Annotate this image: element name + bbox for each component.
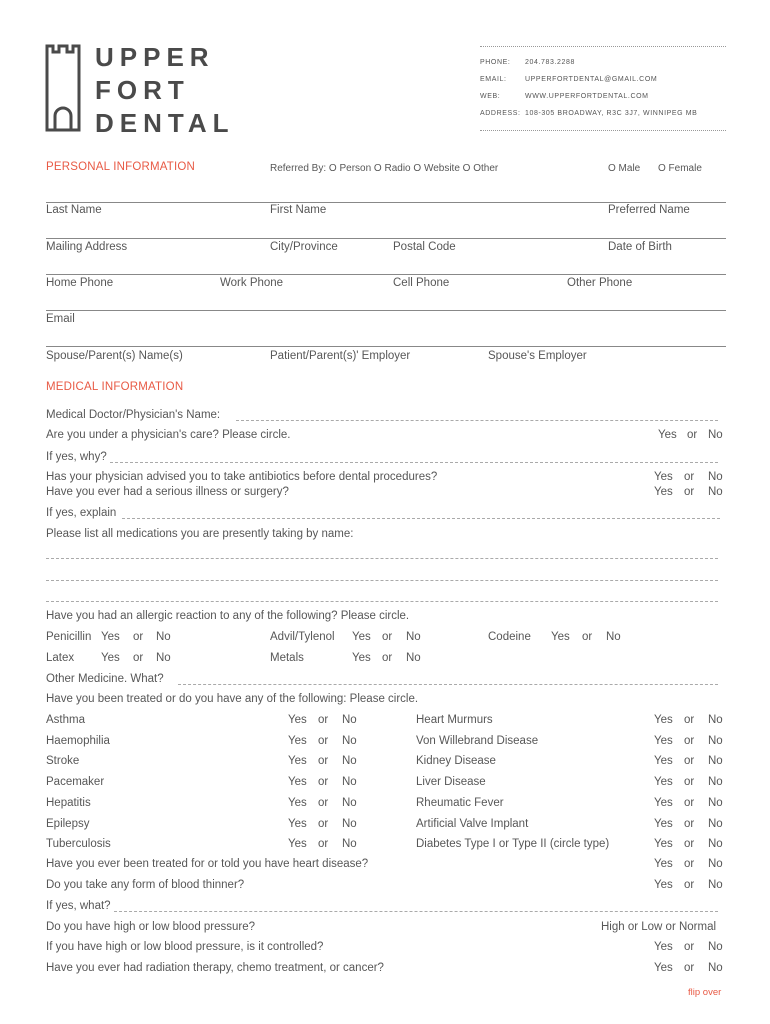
codeine-label: Codeine [488,631,531,643]
condition-yes[interactable]: Yes [288,735,307,747]
contact-label: PHONE: [480,59,511,66]
field-line[interactable] [46,238,726,239]
contact-phone: 204.783.2288 [525,59,576,66]
city-label: City/Province [270,241,338,253]
bp-controlled-yes[interactable]: Yes [654,941,673,953]
condition-yes[interactable]: Yes [654,755,673,767]
condition-yes[interactable]: Yes [654,735,673,747]
female-option[interactable]: O Female [658,163,702,174]
or-text: or [318,776,329,788]
ifyes-what-label: If yes, what? [46,900,111,912]
condition-label: Heart Murmurs [416,714,493,726]
logo-dental: DENTAL [95,108,235,138]
logo-upper: UPPER [95,42,215,72]
condition-label: Stroke [46,755,80,767]
or-text: or [318,838,329,850]
postal-code-label: Postal Code [393,241,456,253]
ifyes-explain-label: If yes, explain [46,507,117,519]
heart-yes[interactable]: Yes [654,858,673,870]
bp-controlled-no[interactable]: No [708,941,723,953]
contact-email: UPPERFORTDENTAL@GMAIL.COM [525,76,658,83]
condition-label: Asthma [46,714,85,726]
codeine-no[interactable]: No [606,631,621,643]
doctor-label: Medical Doctor/Physician's Name: [46,409,221,421]
personal-heading: PERSONAL INFORMATION [46,161,196,173]
condition-label: Tuberculosis [46,838,111,850]
ifyes-why-line[interactable] [110,462,718,463]
spouse-name-label: Spouse/Parent(s) Name(s) [46,350,183,362]
care-no[interactable]: No [708,429,723,441]
thinner-no[interactable]: No [708,879,723,891]
antibiotics-no[interactable]: No [708,471,723,483]
condition-yes[interactable]: Yes [654,797,673,809]
advil-yes[interactable]: Yes [352,631,371,643]
email-label: Email [46,313,75,325]
bp-options[interactable]: High or Low or Normal [601,921,717,933]
condition-label: Diabetes Type I or Type II (circle type) [416,838,610,850]
or-text: or [582,631,593,643]
or-text: or [318,818,329,830]
radiation-yes[interactable]: Yes [654,962,673,974]
medications-line[interactable] [46,558,718,559]
or-text: or [382,652,393,664]
ifyes-why-label: If yes, why? [46,451,107,463]
first-name-label: First Name [270,204,327,216]
dob-label: Date of Birth [608,241,672,253]
condition-no[interactable]: No [708,838,723,850]
metals-no[interactable]: No [406,652,421,664]
condition-no[interactable]: No [342,714,357,726]
illness-no[interactable]: No [708,486,723,498]
logo-fort: FORT [95,75,190,105]
condition-yes[interactable]: Yes [288,838,307,850]
codeine-yes[interactable]: Yes [551,631,570,643]
mailing-address-label: Mailing Address [46,241,128,253]
condition-no[interactable]: No [708,776,723,788]
contact-label: ADDRESS: [480,110,521,117]
condition-label: Artificial Valve Implant [416,818,529,830]
patient-employer-label: Patient/Parent(s)' Employer [270,350,411,362]
or-text: or [133,631,144,643]
condition-no[interactable]: No [708,755,723,767]
condition-yes[interactable]: Yes [288,755,307,767]
condition-label: Hepatitis [46,797,91,809]
contact-address: 108-305 BROADWAY, R3C 3J7, WINNIPEG MB [525,110,698,117]
condition-no[interactable]: No [342,838,357,850]
condition-yes[interactable]: Yes [654,714,673,726]
antibiotics-yes[interactable]: Yes [654,471,673,483]
advil-label: Advil/Tylenol [270,631,335,643]
field-line[interactable] [46,346,726,347]
treated-question: Have you been treated or do you have any of the following: Please circle. [46,693,419,705]
other-medicine-line[interactable] [178,684,718,685]
or-text: or [318,755,329,767]
field-line[interactable] [46,274,726,275]
thinner-question: Do you take any form of blood thinner? [46,879,245,891]
medications-line[interactable] [46,580,718,581]
penicillin-no[interactable]: No [156,631,171,643]
condition-label: Von Willebrand Disease [416,735,539,747]
or-text: or [684,776,695,788]
or-text: or [382,631,393,643]
or-text: or [684,962,695,974]
illness-question: Have you ever had a serious illness or surgery? [46,486,289,498]
heart-no[interactable]: No [708,858,723,870]
condition-yes[interactable]: Yes [288,818,307,830]
condition-no[interactable]: No [708,797,723,809]
preferred-name-label: Preferred Name [608,204,690,216]
contact-web: WWW.UPPERFORTDENTAL.COM [525,93,649,100]
condition-yes[interactable]: Yes [288,714,307,726]
or-text: or [684,486,695,498]
care-question: Are you under a physician's care? Please circle. [46,429,291,441]
allergic-question: Have you had an allergic reaction to any of the following? Please circle. [46,610,410,622]
condition-no[interactable]: No [342,735,357,747]
condition-no[interactable]: No [708,714,723,726]
other-phone-label: Other Phone [567,277,633,289]
condition-no[interactable]: No [708,735,723,747]
field-line[interactable] [46,310,726,311]
medications-label: Please list all medications you are presently taking by name: [46,528,354,540]
or-text: or [318,714,329,726]
medical-heading: MEDICAL INFORMATION [46,381,184,393]
condition-label: Kidney Disease [416,755,496,767]
ifyes-what-line[interactable] [114,911,718,912]
condition-no[interactable]: No [342,797,357,809]
condition-no[interactable]: No [708,818,723,830]
referred-by[interactable]: Referred By: O Person O Radio O Website O Other [270,163,499,174]
condition-label: Haemophilia [46,735,110,747]
condition-label: Liver Disease [416,776,486,788]
or-text: or [318,735,329,747]
contact-top-rule [480,46,726,47]
condition-no[interactable]: No [342,755,357,767]
latex-yes[interactable]: Yes [101,652,120,664]
condition-label: Pacemaker [46,776,105,788]
radiation-question: Have you ever had radiation therapy, chemo treatment, or cancer? [46,962,384,974]
care-yes[interactable]: Yes [658,429,677,441]
condition-no[interactable]: No [342,776,357,788]
illness-yes[interactable]: Yes [654,486,673,498]
condition-yes[interactable]: Yes [654,838,673,850]
condition-label: Rheumatic Fever [416,797,504,809]
thinner-yes[interactable]: Yes [654,879,673,891]
medications-line[interactable] [46,601,718,602]
penicillin-yes[interactable]: Yes [101,631,120,643]
or-text: or [684,838,695,850]
penicillin-label: Penicillin [46,631,92,643]
latex-label: Latex [46,652,75,664]
or-text: or [687,429,698,441]
doctor-line[interactable] [236,420,718,421]
or-text: or [684,879,695,891]
metals-yes[interactable]: Yes [352,652,371,664]
contact-bottom-rule [480,130,726,131]
advil-no[interactable]: No [406,631,421,643]
latex-no[interactable]: No [156,652,171,664]
castle-logo-icon [45,44,81,132]
or-text: or [684,941,695,953]
cell-phone-label: Cell Phone [393,277,450,289]
condition-no[interactable]: No [342,818,357,830]
heart-question: Have you ever been treated for or told you have heart disease? [46,858,369,870]
or-text: or [684,797,695,809]
metals-label: Metals [270,652,304,664]
spouse-employer-label: Spouse's Employer [488,350,587,362]
last-name-label: Last Name [46,204,102,216]
other-medicine-label: Other Medicine. What? [46,673,164,685]
or-text: or [684,735,695,747]
condition-yes[interactable]: Yes [654,776,673,788]
radiation-no[interactable]: No [708,962,723,974]
work-phone-label: Work Phone [220,277,284,289]
or-text: or [684,714,695,726]
or-text: or [318,797,329,809]
or-text: or [684,755,695,767]
antibiotics-question: Has your physician advised you to take antibiotics before dental procedures? [46,471,438,483]
contact-label: EMAIL: [480,76,507,83]
condition-label: Epilepsy [46,818,90,830]
or-text: or [684,818,695,830]
bp-question: Do you have high or low blood pressure? [46,921,256,933]
home-phone-label: Home Phone [46,277,114,289]
male-option[interactable]: O Male [608,163,641,174]
or-text: or [684,471,695,483]
bp-controlled-question: If you have high or low blood pressure, is it controlled? [46,941,324,953]
condition-yes[interactable]: Yes [288,776,307,788]
ifyes-explain-line[interactable] [122,518,720,519]
contact-label: WEB: [480,93,501,100]
or-text: or [133,652,144,664]
condition-yes[interactable]: Yes [654,818,673,830]
flip-over-note: flip over [688,987,722,998]
field-line[interactable] [46,202,726,203]
condition-yes[interactable]: Yes [288,797,307,809]
or-text: or [684,858,695,870]
